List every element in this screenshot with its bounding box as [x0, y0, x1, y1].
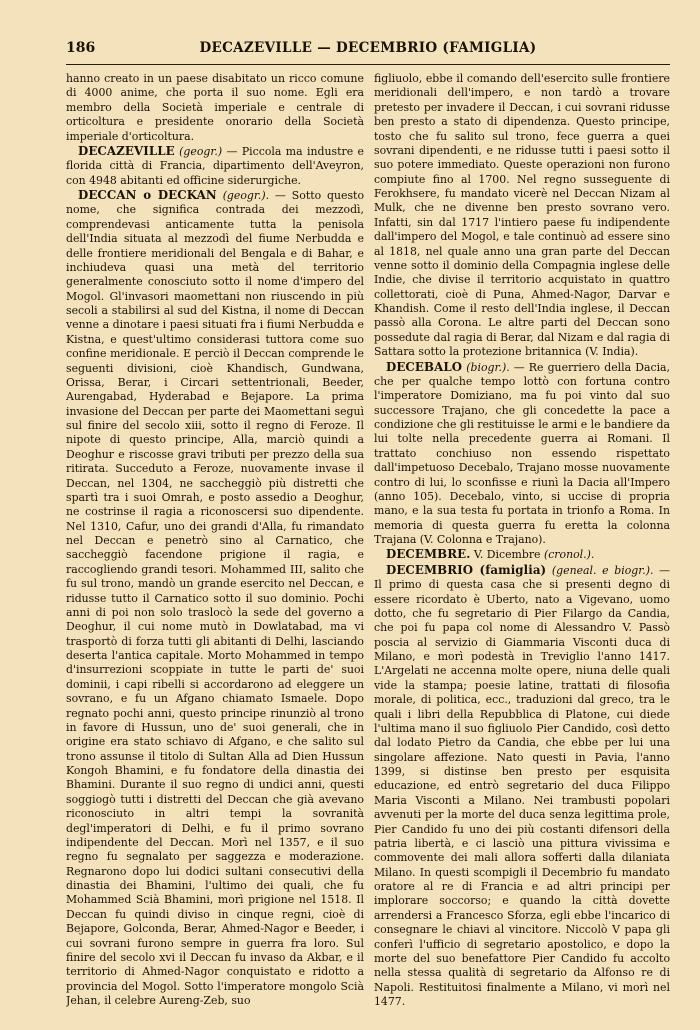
entry-headword: DECAZEVILLE	[78, 143, 175, 158]
entry-text: — Piccola ma industre e florida città di Francia, dipartimento dell'Aveyron, con 4948 abitanti ed officine siderurgiche.	[66, 144, 364, 187]
continued-paragraph: hanno creato in un paese disabitato un ricco comune di 4000 anime, che porta il suo nome. Egli era membro della Società imperiale e centrale di orticoltura e presidente onorario della Società imperiale d'orticoltura.	[66, 72, 364, 143]
entry-text: V. Dicembre	[470, 548, 544, 562]
entry-decazeville	[66, 144, 364, 188]
header-rule	[66, 64, 670, 65]
page-header	[66, 40, 670, 62]
entry-text: . — Sotto questo nome, che significa contrada dei mezzodì, comprendevasi anticamente tutta la penisola dell'India situata al mezzodì del fiume Nerbudda e delle frontiere meridionali del Bengala e di Bahar, e inchiudeva quasi una metà del territorio generalmente conosciuto sotto il nome d'impero del Mogol. Gl'invasori maomettani non riuscendo in più secoli a stabilirsi al sud del Kistna, il nome di Deccan venne a dinotare i paesi situati fra i fiumi Nerbudda e Kistna, e quest'ultimo considerasi tuttora come suo confine meridionale. E perciò il Deccan comprende le seguenti divisioni, cioè Khandisch, Gundwana, Orissa, Berar, i Circari settentrionali, Beeder, Aurengabad, Hyderabad e Bejapore. La prima invasione del Deccan per parte dei Maomettani seguì sul finire del secolo xiii, sotto il regno di Feroze. Il nipote di questo principe, Alla, marciò quindi a Deoghur e riscosse gravi tributi per prezzo della sua ritirata. Succeduto a Feroze, nuovamente invase il Deccan, nel 1304, ne saccheggiò più distretti che spartì tra i suoi Omrah, e posto assedio a Deoghur, ne costrinse il ragia a riconoscersi suo dipendente. Nel 1310, Cafur, uno dei grandi d'Alla, fu rimandato nel Deccan e penetrò sino al Carnatico, che saccheggiò facendone prigione il ragia, e raccogliendo grandi tesori. Mohammed III, salito che fu sul trono, mandò un grande esercito nel Deccan, e ridusse tutto il Carnatico sotto il suo dominio. Pochi anni di poi non solo traslocò la sede del governo a Deoghur, il cui nome mutò in Dowlatabad, ma vi trasportò di forza tutti gli abitanti di Delhi, lasciando deserta l'antica capitale. Morto Mohammed in tempo d'insurrezioni scoppiate in tutte le parti de' suoi dominii, i capi ribelli si accordarono ad eleggere un sovrano, e fu un Afgano chiamato Ismaele. Dopo regnato pochi anni, questo principe rinunziò al trono in favore di Hussun, uno de' suoi generali, che in origine era stato schiavo di Afgano, e che salito sul trono assunse il titolo di Sultan Alla ad Dien Hussun Kongoh Bhamini, e fu fondatore della dinastia dei Bhamini. Durante il suo regno di undici anni, questi soggiogò tutti i distretti del Deccan che già avevano riconosciuto in altri tempi la sovranità degl'imperatori di Delhi, e fu il primo sovrano indipendente del Deccan. Morì nel 1357, e il suo regno fu segnalato per saggezza e moderazione. Regnarono dopo lui dodici sultani consecutivi della dinastia dei Bhamini, l'ultimo dei quali, che fu Mohammed Scià Bhamini, morì prigione nel 1518. Il Deccan fu quindi diviso in cinque regni, cioè di Bejapore, Golconda, Berar, Ahmed-Nagor e Beeder, i cui sovrani furono sempre in guerra fra loro. Sul finire del secolo xvi il Deccan fu invaso da Akbar, e il territorio di Ahmed-Nagor conquistato e ridotto a provincia del Mogol. Sotto l'imperatore mongolo Scià Jehan, il celebre Aureng-Zeb, suo	[66, 189, 364, 1007]
entry-decembre	[374, 547, 670, 562]
entry-headword: DECEMBRE.	[386, 547, 471, 562]
entry-tag: (geneal. e biogr.)	[551, 563, 650, 577]
entry-tag: (biogr.)	[466, 360, 507, 374]
entry-decebalo	[374, 360, 670, 548]
entry-headword: DECEBALO	[386, 359, 463, 374]
entry-deccan	[66, 188, 364, 1008]
left-column	[66, 72, 364, 1010]
right-column	[374, 72, 670, 1010]
entry-decembrio	[374, 563, 670, 1010]
entry-tag: (cronol.).	[543, 548, 595, 562]
page-number: 186	[66, 40, 96, 56]
entry-tag: (geogr.)	[179, 144, 223, 158]
running-title: DECAZEVILLE — DECEMBRIO (FAMIGLIA)	[199, 40, 537, 56]
continued-paragraph: figliuolo, ebbe il comando dell'esercito sulle frontiere meridionali dell'impero, e non tardò a trovare pretesto per invadere il Deccan, i cui sovrani ridusse ben presto a stato di dipendenza. Questo principe, tosto che fu salito sul trono, fece guerra a quei sovrani dipendenti, e ne ridusse tutti i paesi sotto il suo potere immediato. Queste operazioni non furono compiute fino al 1700. Nel regno susseguente di Ferokhsere, fu mandato vicerè nel Deccan Nizam al Mulk, che ne divenne ben presto sovrano vero. Infatti, sin dal 1717 l'intiero paese fu indipendente dall'impero del Mogol, e tale continuò ad essere sino al 1818, nel quale anno una gran parte del Deccan venne sotto il dominio della Compagnia inglese delle Indie, che divise il territorio acquistato in quattro collettorati, cioè di Puna, Ahmed-Nagor, Darvar e Khandish. Come il resto dell'India inglese, il Deccan passò alla Corona. Le altre parti del Deccan sono possedute dal ragia di Berar, dal Nizam e dal ragia di Sattara sotto la protezione britannica (V. India).	[374, 72, 670, 359]
entry-headword: DECCAN o DECKAN	[78, 188, 217, 202]
entry-headword: DECEMBRIO (famiglia)	[386, 562, 547, 577]
entry-text: . — Re guerriero della Dacia, che per qualche tempo lottò con fortuna contro l'imperatore Domiziano, ma fu poi vinto dal suo successore Trajano, che gli concedette la pace a condizione che gli restituisse le armi e le bandiere da lui tolte nella precedente guerra ai Romani. Il trattato conchiuso non essendo rispettato dall'impetuoso Decebalo, Trajano mosse nuovamente contro di lui, lo sconfisse e riunì la Dacia all'Impero (anno 105). Decebalo, vinto, si uccise di propria mano, e la sua testa fu portata in trionfo a Roma. In memoria di questa guerra fu eretta la colonna Trajana (V. Colonna e Trajano).	[374, 360, 670, 546]
entry-text: . — Il primo di questa casa che si presenti degno di essere ricordato è Uberto, nato a Vigevano, uomo dotto, che fu segretario di Pier Filargo da Candia, che poi fu papa col nome di Alessandro V. Passò poscia al servizio di Giammaria Visconti duca di Milano, e morì podestà in Treviglio l'anno 1417. L'Argelati ne accenna molte opere, niuna delle quali vide la stampa; poesie latine, trattati di filosofia morale, di politica, ecc., traduzioni dal greco, tra le quali i libri della Repubblica di Platone, cui diede l'ultima mano il suo figliuolo Pier Candido, così detto dal lodato Pietro da Candia, che ebbe per lui una singolare affezione. Nato questi in Pavia, l'anno 1399, si distinse ben presto per esquisita educazione, ed entrò segretario del duca Filippo Maria Visconti a Milano. Nei trambusti popolari avvenuti per la morte del duca senza legittima prole, Pier Candido fu uno dei più costanti difensori della patria libertà, e ci lasciò una pittura vivissima e commovente dei mali allora sofferti dalla dilaniata Milano. In questi scompigli il Decembrio fu mandato oratore al re di Francia e ad altri principi per implorare soccorso; e quando la città dovette arrendersi a Francesco Sforza, egli ebbe l'incarico di consegnare le chiavi al vincitore. Niccolò V papa gli conferì l'ufficio di segretario apostolico, e dopo la morte del suo benefattore Pier Candido fu accolto nella stessa qualità di segretario da Alfonso re di Napoli. Restituitosi finalmente a Milano, vi morì nel 1477.	[374, 563, 670, 1008]
entry-tag: (geogr.)	[222, 189, 266, 202]
